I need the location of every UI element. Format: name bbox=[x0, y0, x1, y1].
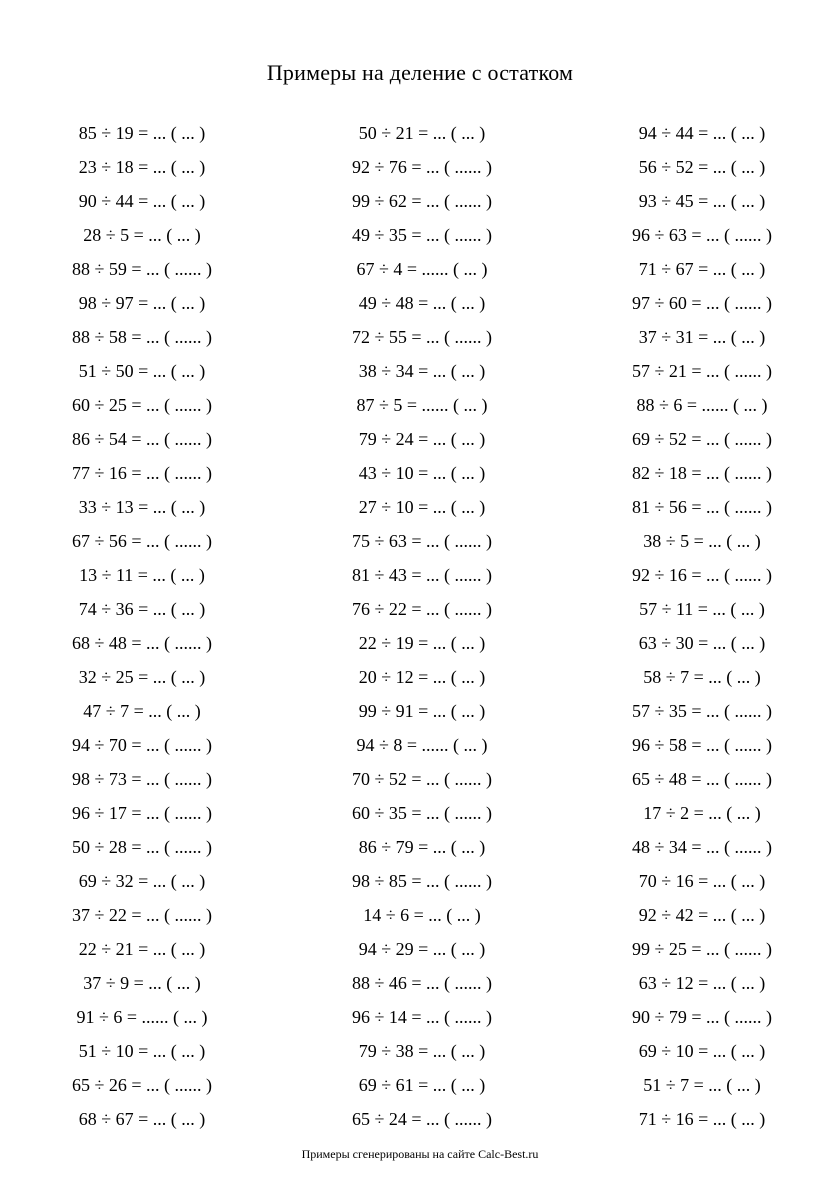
division-problem: 38 ÷ 34 = ... ( ... ) bbox=[358, 361, 486, 381]
division-problem: 65 ÷ 26 = ... ( ...... ) bbox=[71, 1075, 213, 1095]
division-problem: 67 ÷ 56 = ... ( ...... ) bbox=[71, 531, 213, 551]
division-problem: 76 ÷ 22 = ... ( ...... ) bbox=[351, 599, 493, 619]
division-problem: 70 ÷ 16 = ... ( ... ) bbox=[638, 871, 766, 891]
division-problem: 69 ÷ 61 = ... ( ... ) bbox=[358, 1075, 486, 1095]
division-problem: 96 ÷ 14 = ... ( ...... ) bbox=[351, 1007, 493, 1027]
division-problem: 94 ÷ 29 = ... ( ... ) bbox=[358, 939, 486, 959]
division-problem: 60 ÷ 25 = ... ( ...... ) bbox=[71, 395, 213, 415]
division-problem: 81 ÷ 56 = ... ( ...... ) bbox=[631, 497, 773, 517]
division-problem: 47 ÷ 7 = ... ( ... ) bbox=[83, 701, 201, 721]
division-problem: 96 ÷ 58 = ... ( ...... ) bbox=[631, 735, 773, 755]
division-problem: 77 ÷ 16 = ... ( ...... ) bbox=[71, 463, 213, 483]
division-problem: 99 ÷ 91 = ... ( ... ) bbox=[358, 701, 486, 721]
division-problem: 68 ÷ 48 = ... ( ...... ) bbox=[71, 633, 213, 653]
division-problem: 68 ÷ 67 = ... ( ... ) bbox=[78, 1109, 206, 1129]
division-problem: 98 ÷ 85 = ... ( ...... ) bbox=[351, 871, 493, 891]
division-problem: 38 ÷ 5 = ... ( ... ) bbox=[643, 531, 761, 551]
division-problem: 23 ÷ 18 = ... ( ... ) bbox=[78, 157, 206, 177]
division-problem: 97 ÷ 60 = ... ( ...... ) bbox=[631, 293, 773, 313]
division-problem: 20 ÷ 12 = ... ( ... ) bbox=[358, 667, 486, 687]
division-problem: 75 ÷ 63 = ... ( ...... ) bbox=[351, 531, 493, 551]
division-problem: 63 ÷ 30 = ... ( ... ) bbox=[638, 633, 766, 653]
division-problem: 69 ÷ 32 = ... ( ... ) bbox=[78, 871, 206, 891]
division-problem: 82 ÷ 18 = ... ( ...... ) bbox=[631, 463, 773, 483]
division-problem: 27 ÷ 10 = ... ( ... ) bbox=[358, 497, 486, 517]
division-problem: 69 ÷ 52 = ... ( ...... ) bbox=[631, 429, 773, 449]
division-problem: 86 ÷ 54 = ... ( ...... ) bbox=[71, 429, 213, 449]
division-problem: 65 ÷ 24 = ... ( ...... ) bbox=[351, 1109, 493, 1129]
division-problem: 63 ÷ 12 = ... ( ... ) bbox=[638, 973, 766, 993]
division-problem: 48 ÷ 34 = ... ( ...... ) bbox=[631, 837, 773, 857]
division-problem: 17 ÷ 2 = ... ( ... ) bbox=[643, 803, 761, 823]
division-problem: 90 ÷ 79 = ... ( ...... ) bbox=[631, 1007, 773, 1027]
division-problem: 88 ÷ 6 = ...... ( ... ) bbox=[636, 395, 768, 415]
division-problem: 88 ÷ 46 = ... ( ...... ) bbox=[351, 973, 493, 993]
problem-column-2 bbox=[282, 116, 562, 1136]
division-problem: 96 ÷ 17 = ... ( ...... ) bbox=[71, 803, 213, 823]
problem-column-1 bbox=[2, 116, 282, 1136]
division-problem: 88 ÷ 58 = ... ( ...... ) bbox=[71, 327, 213, 347]
division-problem: 37 ÷ 9 = ... ( ... ) bbox=[83, 973, 201, 993]
problem-column-3 bbox=[562, 116, 840, 1136]
division-problem: 85 ÷ 19 = ... ( ... ) bbox=[78, 123, 206, 143]
division-problem: 94 ÷ 70 = ... ( ...... ) bbox=[71, 735, 213, 755]
division-problem: 70 ÷ 52 = ... ( ...... ) bbox=[351, 769, 493, 789]
division-problem: 65 ÷ 48 = ... ( ...... ) bbox=[631, 769, 773, 789]
division-problem: 99 ÷ 62 = ... ( ...... ) bbox=[351, 191, 493, 211]
division-problem: 22 ÷ 19 = ... ( ... ) bbox=[358, 633, 486, 653]
division-problem: 22 ÷ 21 = ... ( ... ) bbox=[78, 939, 206, 959]
division-problem: 49 ÷ 48 = ... ( ... ) bbox=[358, 293, 486, 313]
division-problem: 57 ÷ 11 = ... ( ... ) bbox=[639, 599, 765, 619]
division-problem: 92 ÷ 76 = ... ( ...... ) bbox=[351, 157, 493, 177]
division-problem: 50 ÷ 21 = ... ( ... ) bbox=[358, 123, 486, 143]
division-problem: 94 ÷ 8 = ...... ( ... ) bbox=[356, 735, 488, 755]
division-problem: 98 ÷ 73 = ... ( ...... ) bbox=[71, 769, 213, 789]
division-problem: 91 ÷ 6 = ...... ( ... ) bbox=[76, 1007, 208, 1027]
division-problem: 92 ÷ 16 = ... ( ...... ) bbox=[631, 565, 773, 585]
division-problem: 50 ÷ 28 = ... ( ...... ) bbox=[71, 837, 213, 857]
division-problem: 13 ÷ 11 = ... ( ... ) bbox=[79, 565, 205, 585]
division-problem: 57 ÷ 21 = ... ( ...... ) bbox=[631, 361, 773, 381]
division-problem: 14 ÷ 6 = ... ( ... ) bbox=[363, 905, 481, 925]
division-problem: 33 ÷ 13 = ... ( ... ) bbox=[78, 497, 206, 517]
division-problem: 74 ÷ 36 = ... ( ... ) bbox=[78, 599, 206, 619]
division-problem: 81 ÷ 43 = ... ( ...... ) bbox=[351, 565, 493, 585]
page-title: Примеры на деление с остатком bbox=[266, 60, 574, 85]
division-problem: 28 ÷ 5 = ... ( ... ) bbox=[83, 225, 201, 245]
division-problem: 37 ÷ 22 = ... ( ...... ) bbox=[71, 905, 213, 925]
division-problem: 56 ÷ 52 = ... ( ... ) bbox=[638, 157, 766, 177]
division-problem: 67 ÷ 4 = ...... ( ... ) bbox=[356, 259, 488, 279]
division-problem: 51 ÷ 10 = ... ( ... ) bbox=[78, 1041, 206, 1061]
division-problem: 93 ÷ 45 = ... ( ... ) bbox=[638, 191, 766, 211]
division-problem: 57 ÷ 35 = ... ( ...... ) bbox=[631, 701, 773, 721]
division-problem: 86 ÷ 79 = ... ( ... ) bbox=[358, 837, 486, 857]
division-problem: 32 ÷ 25 = ... ( ... ) bbox=[78, 667, 206, 687]
division-problem: 51 ÷ 50 = ... ( ... ) bbox=[78, 361, 206, 381]
division-problem: 58 ÷ 7 = ... ( ... ) bbox=[643, 667, 761, 687]
division-problem: 87 ÷ 5 = ...... ( ... ) bbox=[356, 395, 488, 415]
footer-credit: Примеры сгенерированы на сайте Calc-Best.ru bbox=[301, 1147, 539, 1161]
division-problem: 99 ÷ 25 = ... ( ...... ) bbox=[631, 939, 773, 959]
division-problem: 49 ÷ 35 = ... ( ...... ) bbox=[351, 225, 493, 245]
division-problem: 79 ÷ 24 = ... ( ... ) bbox=[358, 429, 486, 449]
division-problem: 94 ÷ 44 = ... ( ... ) bbox=[638, 123, 766, 143]
division-problem: 88 ÷ 59 = ... ( ...... ) bbox=[71, 259, 213, 279]
division-problem: 72 ÷ 55 = ... ( ...... ) bbox=[351, 327, 493, 347]
division-problem: 37 ÷ 31 = ... ( ... ) bbox=[638, 327, 766, 347]
division-problem: 96 ÷ 63 = ... ( ...... ) bbox=[631, 225, 773, 245]
division-problem: 43 ÷ 10 = ... ( ... ) bbox=[358, 463, 486, 483]
division-problem: 90 ÷ 44 = ... ( ... ) bbox=[78, 191, 206, 211]
division-problem: 71 ÷ 67 = ... ( ... ) bbox=[638, 259, 766, 279]
division-problem: 79 ÷ 38 = ... ( ... ) bbox=[358, 1041, 486, 1061]
division-problem: 51 ÷ 7 = ... ( ... ) bbox=[643, 1075, 761, 1095]
division-problem: 69 ÷ 10 = ... ( ... ) bbox=[638, 1041, 766, 1061]
division-problem: 71 ÷ 16 = ... ( ... ) bbox=[638, 1109, 766, 1129]
division-problem: 98 ÷ 97 = ... ( ... ) bbox=[78, 293, 206, 313]
division-problem: 92 ÷ 42 = ... ( ... ) bbox=[638, 905, 766, 925]
division-problem: 60 ÷ 35 = ... ( ...... ) bbox=[351, 803, 493, 823]
